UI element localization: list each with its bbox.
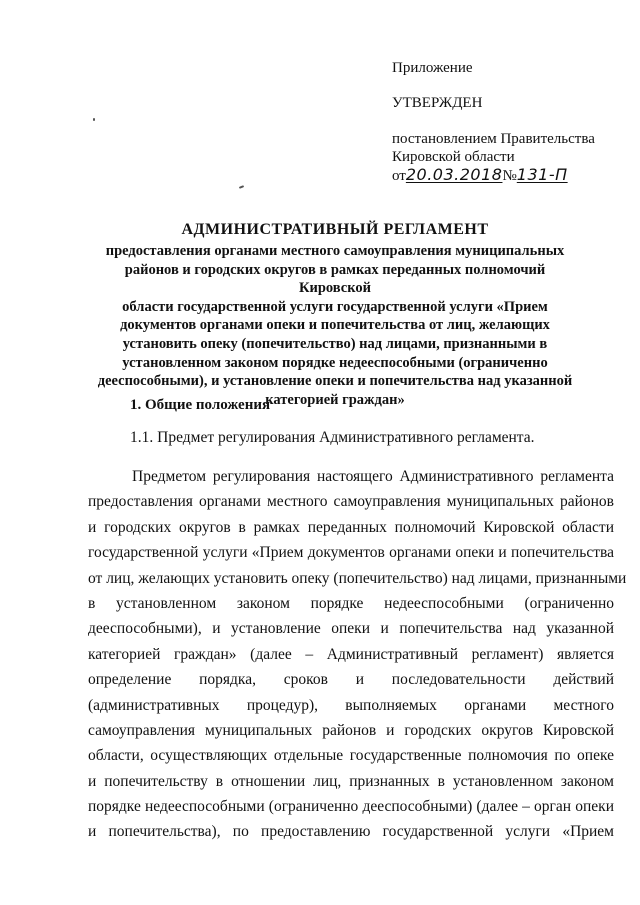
subtitle-line: дееспособными), и установление опеки и попечительства над указанной <box>97 373 573 390</box>
regulation-subtitle <box>96 242 574 409</box>
paragraph-line: определение порядка, сроков и последовательности действий <box>88 671 614 689</box>
paragraph-line: предоставления органами местного самоуправления муниципальных районов <box>88 493 614 511</box>
regulation-title: АДМИНИСТРАТИВНЫЙ РЕГЛАМЕНТ <box>181 221 489 238</box>
decree-date-number-line <box>392 166 568 185</box>
decree-line-government: постановлением Правительства <box>392 131 595 147</box>
paragraph-line: в установленном законом порядке недееспособными (ограниченно <box>88 594 614 612</box>
subtitle-line: документов органами опеки и попечительства от лиц, желающих <box>120 317 550 334</box>
subtitle-line: категорией граждан» <box>265 391 405 408</box>
decree-prefix: от <box>392 168 406 184</box>
appendix-label: Приложение <box>392 60 473 76</box>
regulation-title-block <box>96 220 574 409</box>
subtitle-line: области государственной услуги государственной услуги «Прием <box>122 298 548 315</box>
body-paragraph <box>88 464 627 845</box>
subsection-heading: 1.1. Предмет регулирования Административного регламента. <box>130 429 535 446</box>
subtitle-line: предоставления органами местного самоуправления муниципальных <box>105 243 565 259</box>
paragraph-line: области, осуществляющих отдельные государственные полномочия по опеке <box>88 747 614 765</box>
paragraph-line: и попечительству в отношении лиц, признанных в установленном законом <box>88 772 614 790</box>
paragraph-line: и городских округов в рамках переданных полномочий Кировской области <box>88 518 614 536</box>
paragraph-line: дееспособными), и установление опеки и попечительства над указанной <box>88 620 614 638</box>
subtitle-line: районов и городских округов в рамках переданных полномочий Кировской <box>124 261 546 297</box>
subtitle-line: установить опеку (попечительство) над лицами, признанными в <box>122 335 548 352</box>
paragraph-line: государственной услуги «Прием документов органами опеки и попечительства <box>88 544 614 562</box>
subtitle-line: установленном законом порядке недееспособными (ограниченно <box>122 354 548 371</box>
paragraph-line: и попечительства), по предоставлению государственной услуги «Прием <box>88 823 614 841</box>
approved-label: УТВЕРЖДЕН <box>392 95 483 111</box>
paragraph-line: (административных процедур), выполняемых органами местного <box>88 696 614 714</box>
number-sign: № <box>502 168 517 184</box>
decree-line-region: Кировской области <box>392 149 515 165</box>
handwritten-number: 131-П <box>516 165 568 184</box>
paragraph-line: порядке недееспособными (ограниченно дееспособными) (далее – орган опеки <box>88 798 614 816</box>
paragraph-line: от лиц, желающих установить опеку (попечительство) над лицами, признанными <box>88 569 627 587</box>
scan-mark-left <box>93 118 95 121</box>
paragraph-line: категорией граждан» (далее – Административный регламент) является <box>88 645 614 663</box>
scan-mark-center <box>239 185 244 189</box>
paragraph-line: самоуправления муниципальных районов и городских округов Кировской <box>88 721 614 739</box>
paragraph-line: Предметом регулирования настоящего Административного регламента <box>132 468 614 485</box>
section-heading: 1. Общие положения <box>130 397 271 413</box>
handwritten-date: 20.03.2018 <box>405 165 503 184</box>
